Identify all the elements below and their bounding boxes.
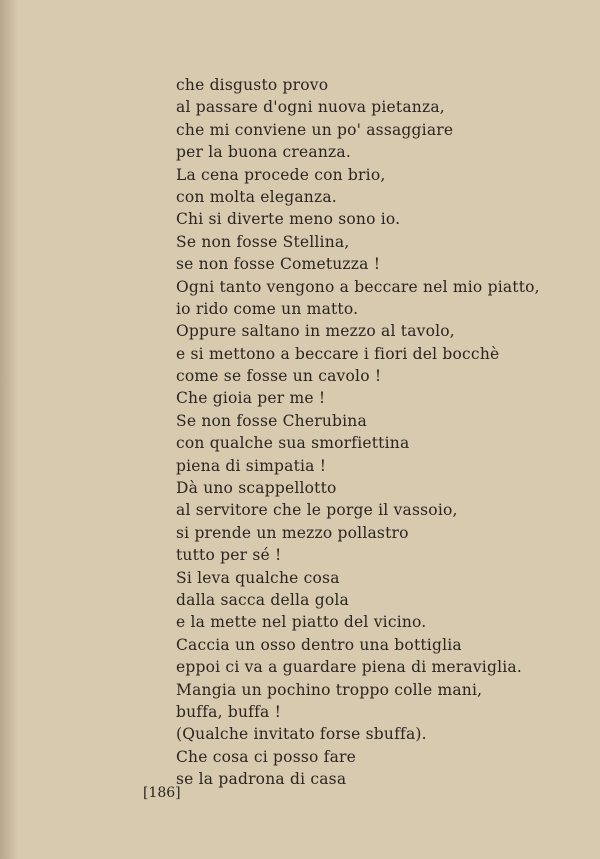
poem-line: Mangia un pochino troppo colle mani, (176, 680, 483, 699)
poem-line: al passare d'ogni nuova pietanza, (176, 98, 445, 117)
poem-line: piena di simpatia ! (176, 456, 327, 475)
poem-line: Dà uno scappellotto (176, 479, 337, 498)
poem-line: Si leva qualche cosa (176, 568, 340, 587)
poem-line: Che cosa ci posso fare (176, 747, 357, 766)
poem-line: e la mette nel piatto del vicino. (176, 613, 427, 632)
poem-line: eppoi ci va a guardare piena di meraviglia. (176, 658, 522, 677)
poem-line: se non fosse Cometuzza ! (176, 255, 381, 274)
poem-line: si prende un mezzo pollastro (176, 523, 409, 542)
poem-line: io rido come un matto. (176, 299, 359, 318)
poem-line: Caccia un osso dentro una bottiglia (176, 635, 462, 654)
poem-line: Ogni tanto vengono a beccare nel mio piatto, (176, 277, 540, 296)
poem-line: che mi conviene un po' assaggiare (176, 120, 454, 139)
poem-line: per la buona creanza. (176, 143, 351, 162)
poem-line: buffa, buffa ! (176, 702, 282, 721)
poem-line: con molta eleganza. (176, 187, 337, 206)
poem-line: Se non fosse Stellina, (176, 232, 350, 251)
poem-line: che disgusto provo (176, 76, 329, 94)
poem-line: Che gioia per me ! (176, 389, 326, 408)
poem-line: tutto per sé ! (176, 546, 282, 565)
poem-line: come se fosse un cavolo ! (176, 367, 382, 386)
poem-line: (Qualche invitato forse sbuffa). (176, 725, 427, 744)
page-number: [186] (143, 785, 181, 801)
poem-line: dalla sacca della gola (176, 590, 350, 609)
poem-line: con qualche sua smorfiettina (176, 434, 410, 453)
poem-line: al servitore che le porge il vassoio, (176, 501, 458, 520)
poem-text (176, 74, 540, 791)
page-edge-shadow (0, 0, 18, 859)
poem-line: e si mettono a beccare i fiori del bocchè (176, 344, 500, 363)
poem-line: se la padrona di casa (176, 770, 347, 789)
poem-line: Chi si diverte meno sono io. (176, 210, 401, 229)
poem-line: Se non fosse Cherubina (176, 411, 367, 430)
poem-line: La cena procede con brio, (176, 165, 386, 184)
poem-line: Oppure saltano in mezzo al tavolo, (176, 322, 455, 341)
